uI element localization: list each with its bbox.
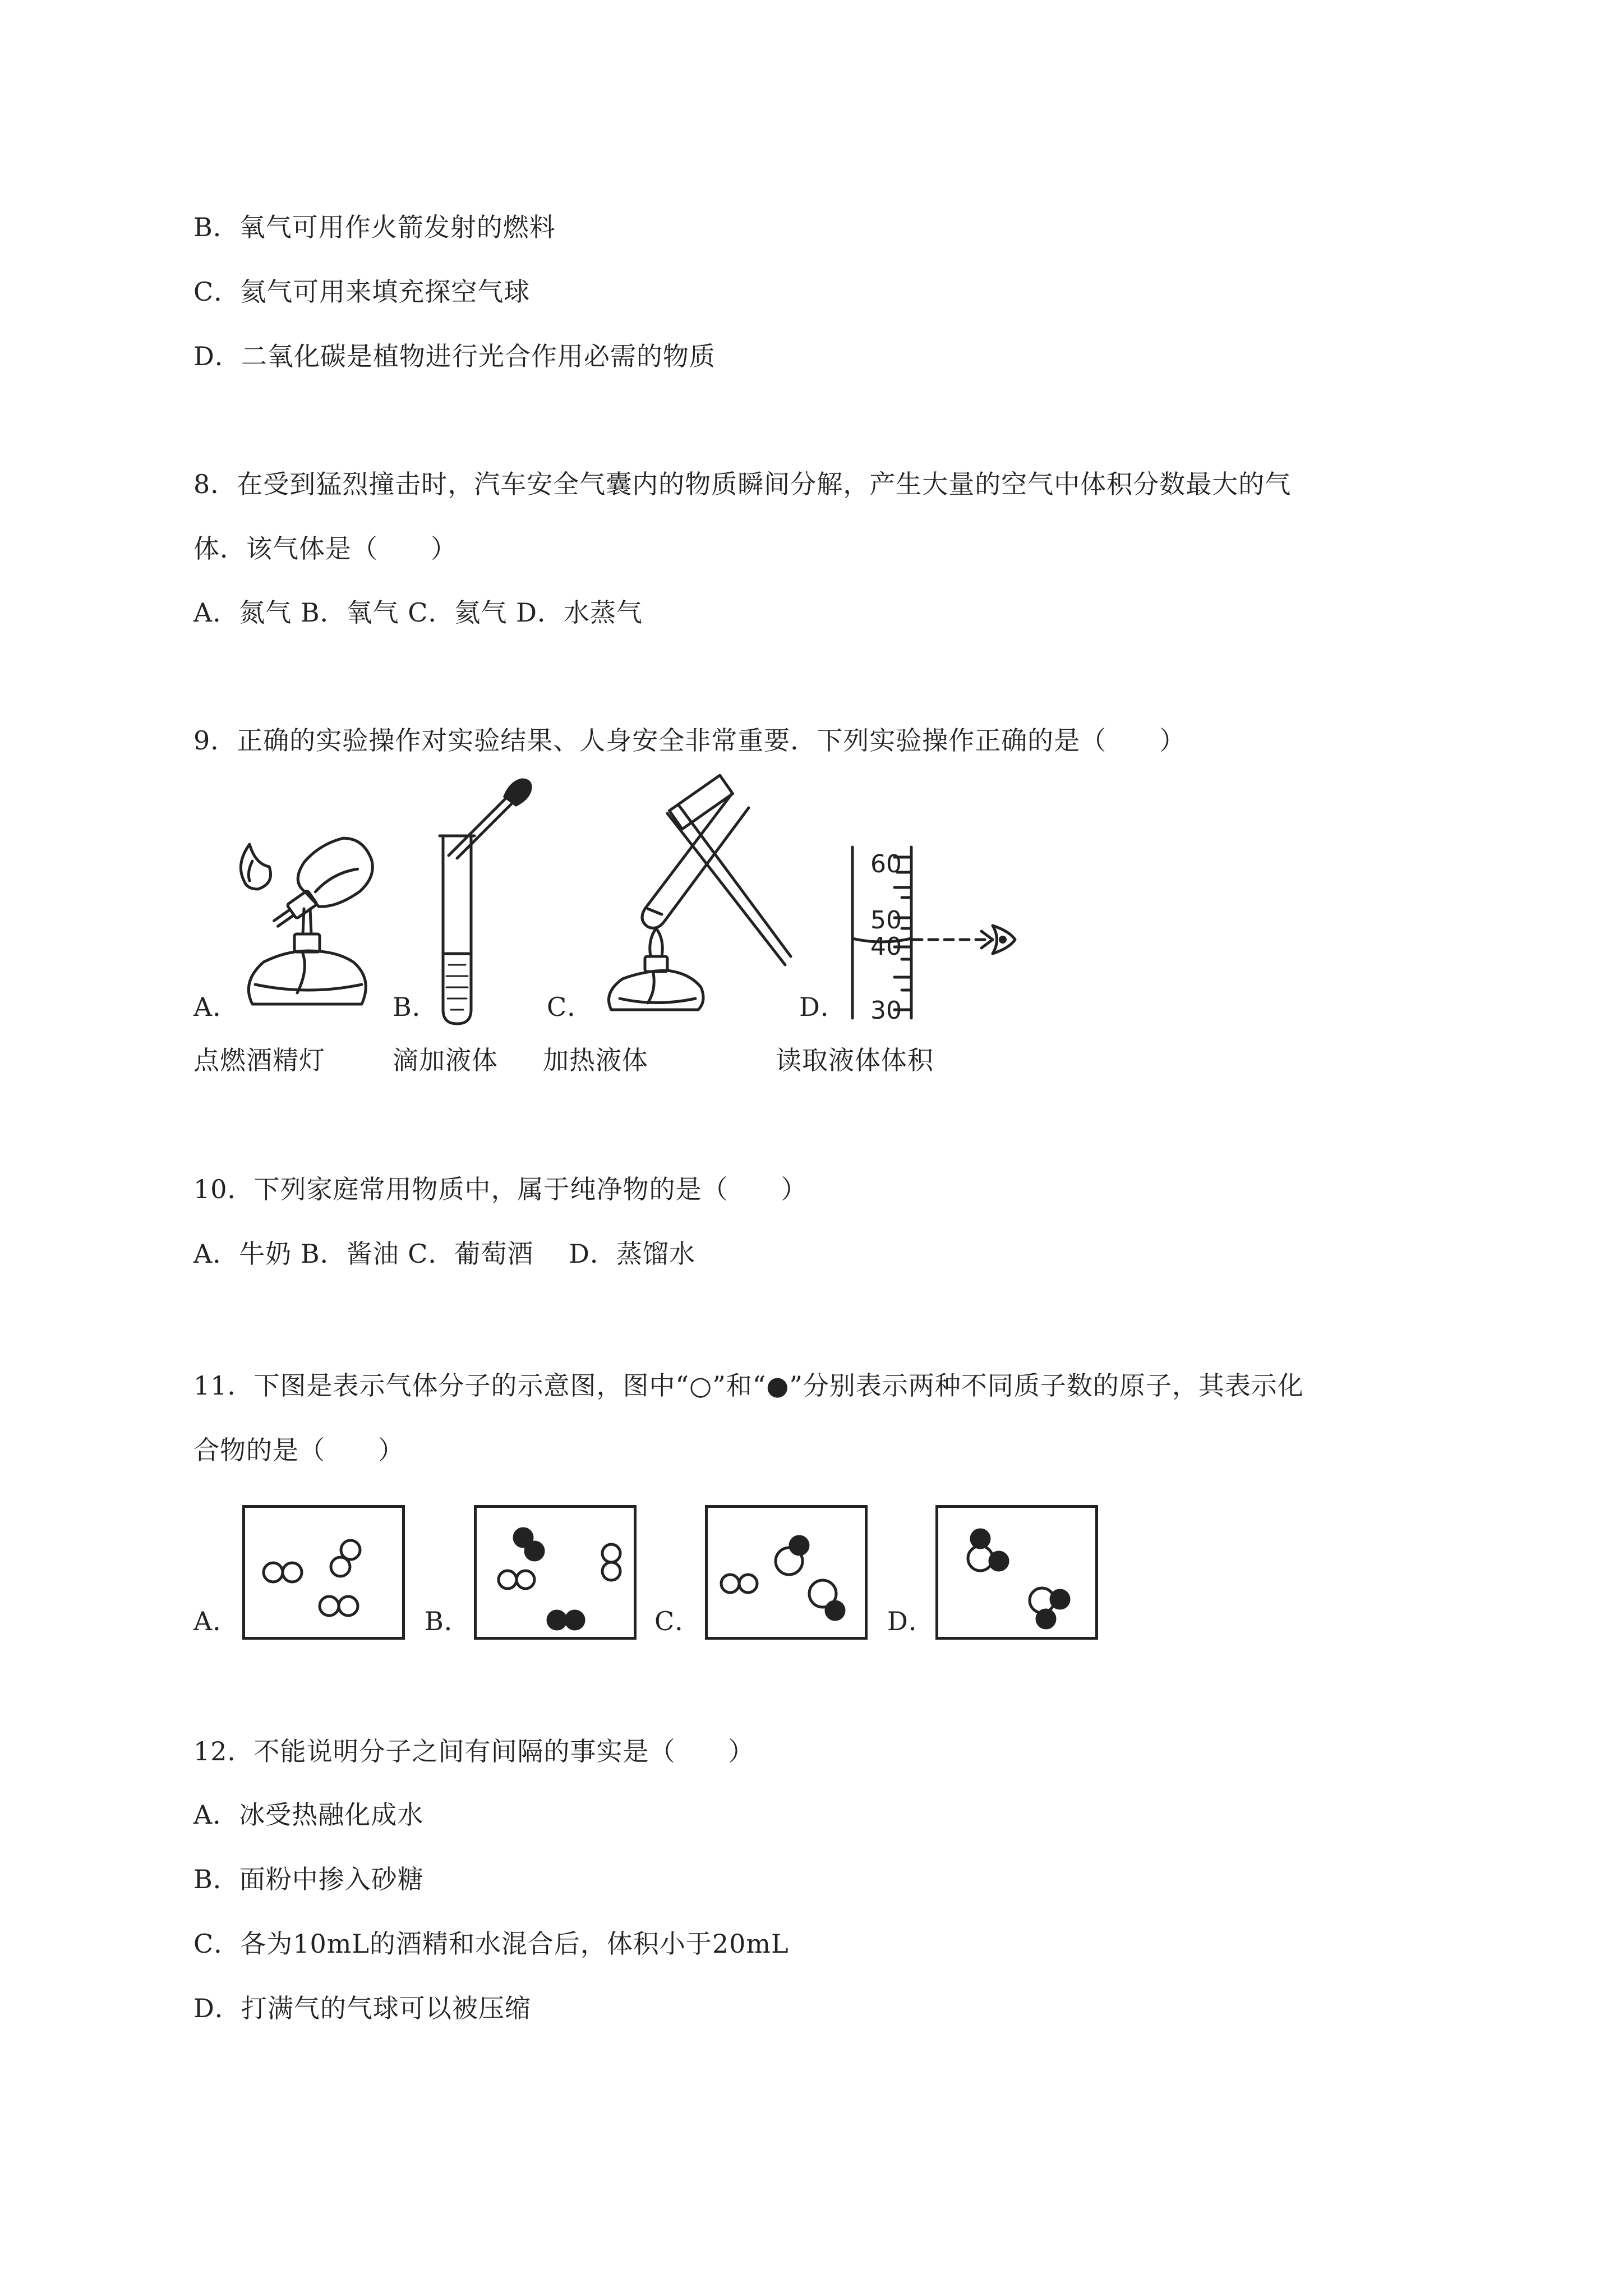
q8-stem-line1: 8．在受到猛烈撞击时，汽车安全气囊内的物质瞬间分解，产生大量的空气中体积分数最大的气 bbox=[193, 469, 1292, 499]
q7-option-c: C．氦气可用来填充探空气球 bbox=[193, 277, 531, 307]
q11-stem-line1: 11．下图是表示气体分子的示意图，图中“○”和“●”分别表示两种不同质子数的原子，其表示化 bbox=[193, 1370, 1304, 1401]
q9-figure-a-alcohol-lamp bbox=[224, 841, 404, 1027]
q12-option-b: B．面粉中掺入砂糖 bbox=[193, 1864, 424, 1894]
q9-caption-c: 加热液体 bbox=[543, 1045, 648, 1075]
q7-option-b: B．氧气可用作火箭发射的燃料 bbox=[193, 212, 556, 242]
q7-option-d: D．二氧化碳是植物进行光合作用必需的物质 bbox=[193, 341, 716, 371]
cylinder-tick-30: 30 bbox=[870, 996, 902, 1025]
cylinder-tick-40: 40 bbox=[870, 932, 902, 961]
q11-letter-a: A． bbox=[193, 1606, 239, 1636]
q9-stem: 9．正确的实验操作对实验结果、人身安全非常重要．下列实验操作正确的是（ ） bbox=[193, 725, 1186, 756]
q12-option-d: D．打满气的气球可以被压缩 bbox=[193, 1993, 531, 2023]
q11-box-d-molecules bbox=[935, 1505, 1098, 1640]
q12-stem: 12．不能说明分子之间有间隔的事实是（ ） bbox=[193, 1736, 755, 1766]
q11-letter-c: C． bbox=[654, 1606, 702, 1636]
q9-figure-c-heating-liquid bbox=[594, 780, 808, 1027]
cylinder-tick-60: 60 bbox=[870, 850, 902, 878]
q9-letter-a: A． bbox=[193, 992, 239, 1022]
q10-stem: 10．下列家庭常用物质中，属于纯净物的是（ ） bbox=[193, 1174, 808, 1204]
q11-box-a-molecules bbox=[242, 1505, 405, 1640]
q10-options: A．牛奶 B．酱油 C．葡萄酒 D．蒸馏水 bbox=[193, 1239, 695, 1269]
q9-caption-b: 滴加液体 bbox=[393, 1045, 498, 1075]
q9-letter-c: C． bbox=[547, 992, 594, 1022]
q11-box-b-molecules bbox=[474, 1505, 637, 1640]
cylinder-tick-50: 50 bbox=[870, 906, 902, 935]
q12-option-c: C．各为10mL的酒精和水混合后，体积小于20mL bbox=[193, 1929, 789, 1959]
q9-caption-a: 点燃酒精灯 bbox=[193, 1045, 325, 1075]
q8-options: A．氮气 B．氧气 C．氦气 D．水蒸气 bbox=[193, 597, 643, 628]
q11-letter-d: D． bbox=[887, 1606, 935, 1636]
q9-letter-d: D． bbox=[799, 992, 847, 1022]
q9-caption-d: 读取液体体积 bbox=[776, 1045, 934, 1075]
q9-figure-d-graduated-cylinder bbox=[841, 847, 1021, 1027]
q9-letter-b: B． bbox=[393, 992, 439, 1022]
q12-option-a: A．冰受热融化成水 bbox=[193, 1800, 424, 1830]
q11-letter-b: B． bbox=[425, 1606, 471, 1636]
q9-figure-b-dropping-liquid bbox=[426, 774, 538, 1032]
q11-box-c-molecules bbox=[705, 1505, 868, 1640]
q8-stem-line2: 体．该气体是（ ） bbox=[193, 533, 457, 564]
q11-stem-line2: 合物的是（ ） bbox=[193, 1435, 404, 1465]
